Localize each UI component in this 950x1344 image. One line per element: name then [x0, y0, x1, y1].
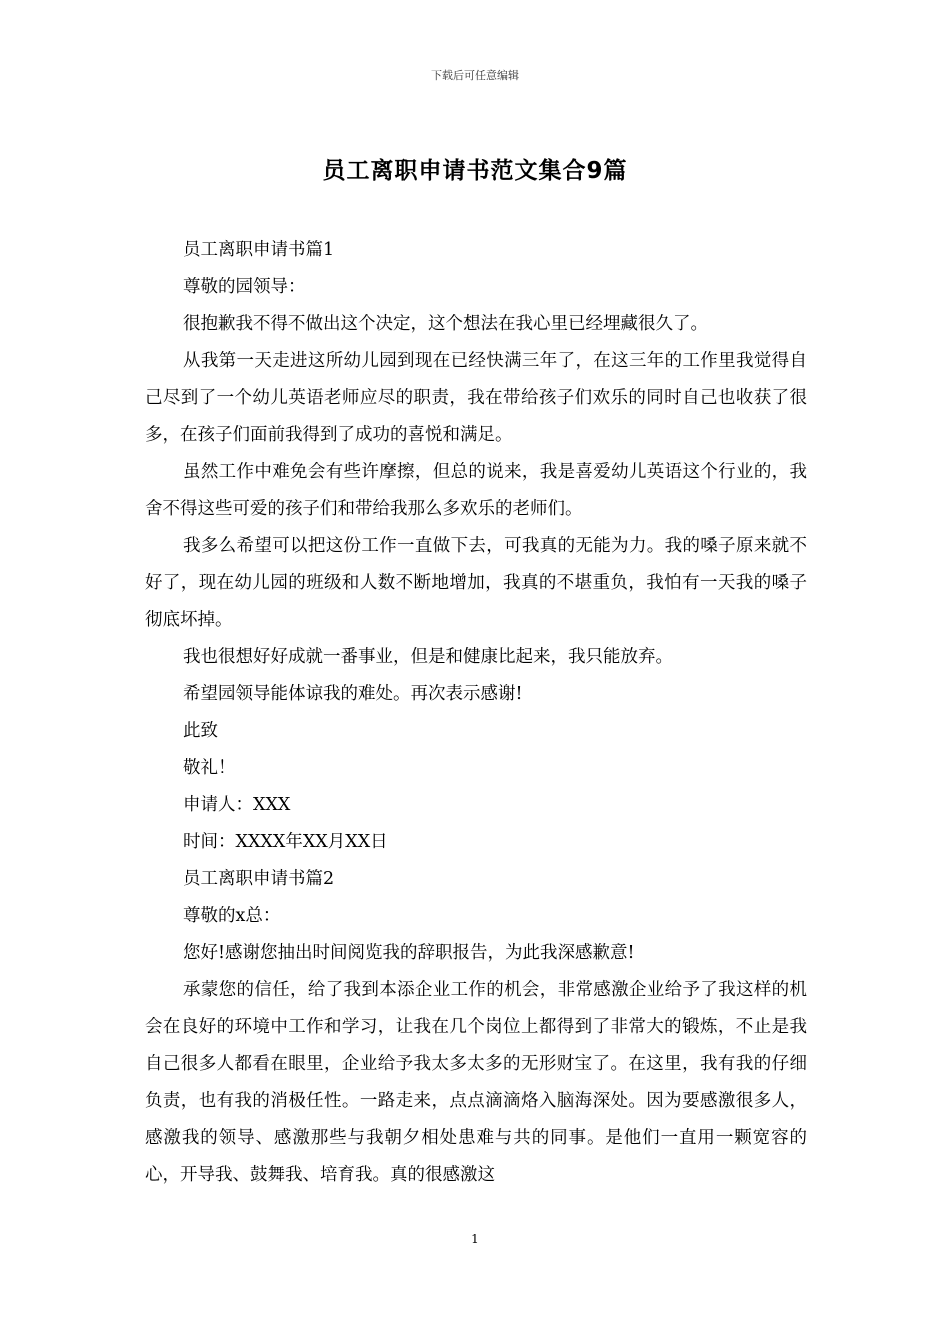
body-paragraph: 很抱歉我不得不做出这个决定，这个想法在我心里已经埋藏很久了。 — [183, 314, 708, 334]
closing-line: 敬礼！ — [183, 758, 236, 778]
body-paragraph: 希望园领导能体谅我的难处。再次表示感谢! — [183, 684, 523, 704]
salutation-1: 尊敬的园领导： — [183, 277, 306, 297]
body-paragraph: 我多么希望可以把这份工作一直做下去，可我真的无能为力。我的嗓子原来就不好了，现在幼儿园的班级和人数不断地增加，我真的不堪重负，我怕有一天我的嗓子彻底坏掉。 — [145, 536, 807, 630]
section-heading-2: 员工离职申请书篇2 — [183, 869, 335, 889]
page-number: 1 — [471, 1232, 479, 1246]
applicant-line: 申请人：XXX — [183, 795, 291, 815]
document-body — [145, 232, 807, 1194]
body-paragraph: 您好!感谢您抽出时间阅览我的辞职报告，为此我深感歉意! — [183, 943, 635, 963]
date-line: 时间：XXXX年XX月XX日 — [183, 832, 388, 852]
document-title: 员工离职申请书范文集合9篇 — [322, 158, 628, 184]
body-paragraph: 承蒙您的信任，给了我到本添企业工作的机会，非常感激企业给予了我这样的机会在良好的环境中工作和学习，让我在几个岗位上都得到了非常大的锻炼，不止是我自己很多人都看在眼里，企业给予我太多太多的无形财宝了。在这里，我有我的仔细负责，也有我的消极任性。一路走来，点点滴滴烙入脑海深处。因为要感激很多人，感激我的领导、感激那些与我朝夕相处患难与共的同事。是他们一直用一颗宽容的心，开导我、鼓舞我、培育我。真的很感激这 — [145, 980, 807, 1185]
header-note: 下载后可任意编辑 — [431, 69, 519, 82]
body-paragraph: 从我第一天走进这所幼儿园到现在已经快满三年了，在这三年的工作里我觉得自己尽到了一个幼儿英语老师应尽的职责，我在带给孩子们欢乐的同时自己也收获了很多，在孩子们面前我得到了成功的喜悦和满足。 — [145, 351, 807, 445]
body-paragraph: 我也很想好好成就一番事业，但是和健康比起来，我只能放弃。 — [183, 647, 673, 667]
body-paragraph: 虽然工作中难免会有些许摩擦，但总的说来，我是喜爱幼儿英语这个行业的，我舍不得这些可爱的孩子们和带给我那么多欢乐的老师们。 — [145, 462, 807, 519]
closing-line: 此致 — [183, 721, 218, 741]
salutation-2: 尊敬的x总： — [183, 906, 281, 926]
section-heading-1: 员工离职申请书篇1 — [183, 240, 335, 260]
